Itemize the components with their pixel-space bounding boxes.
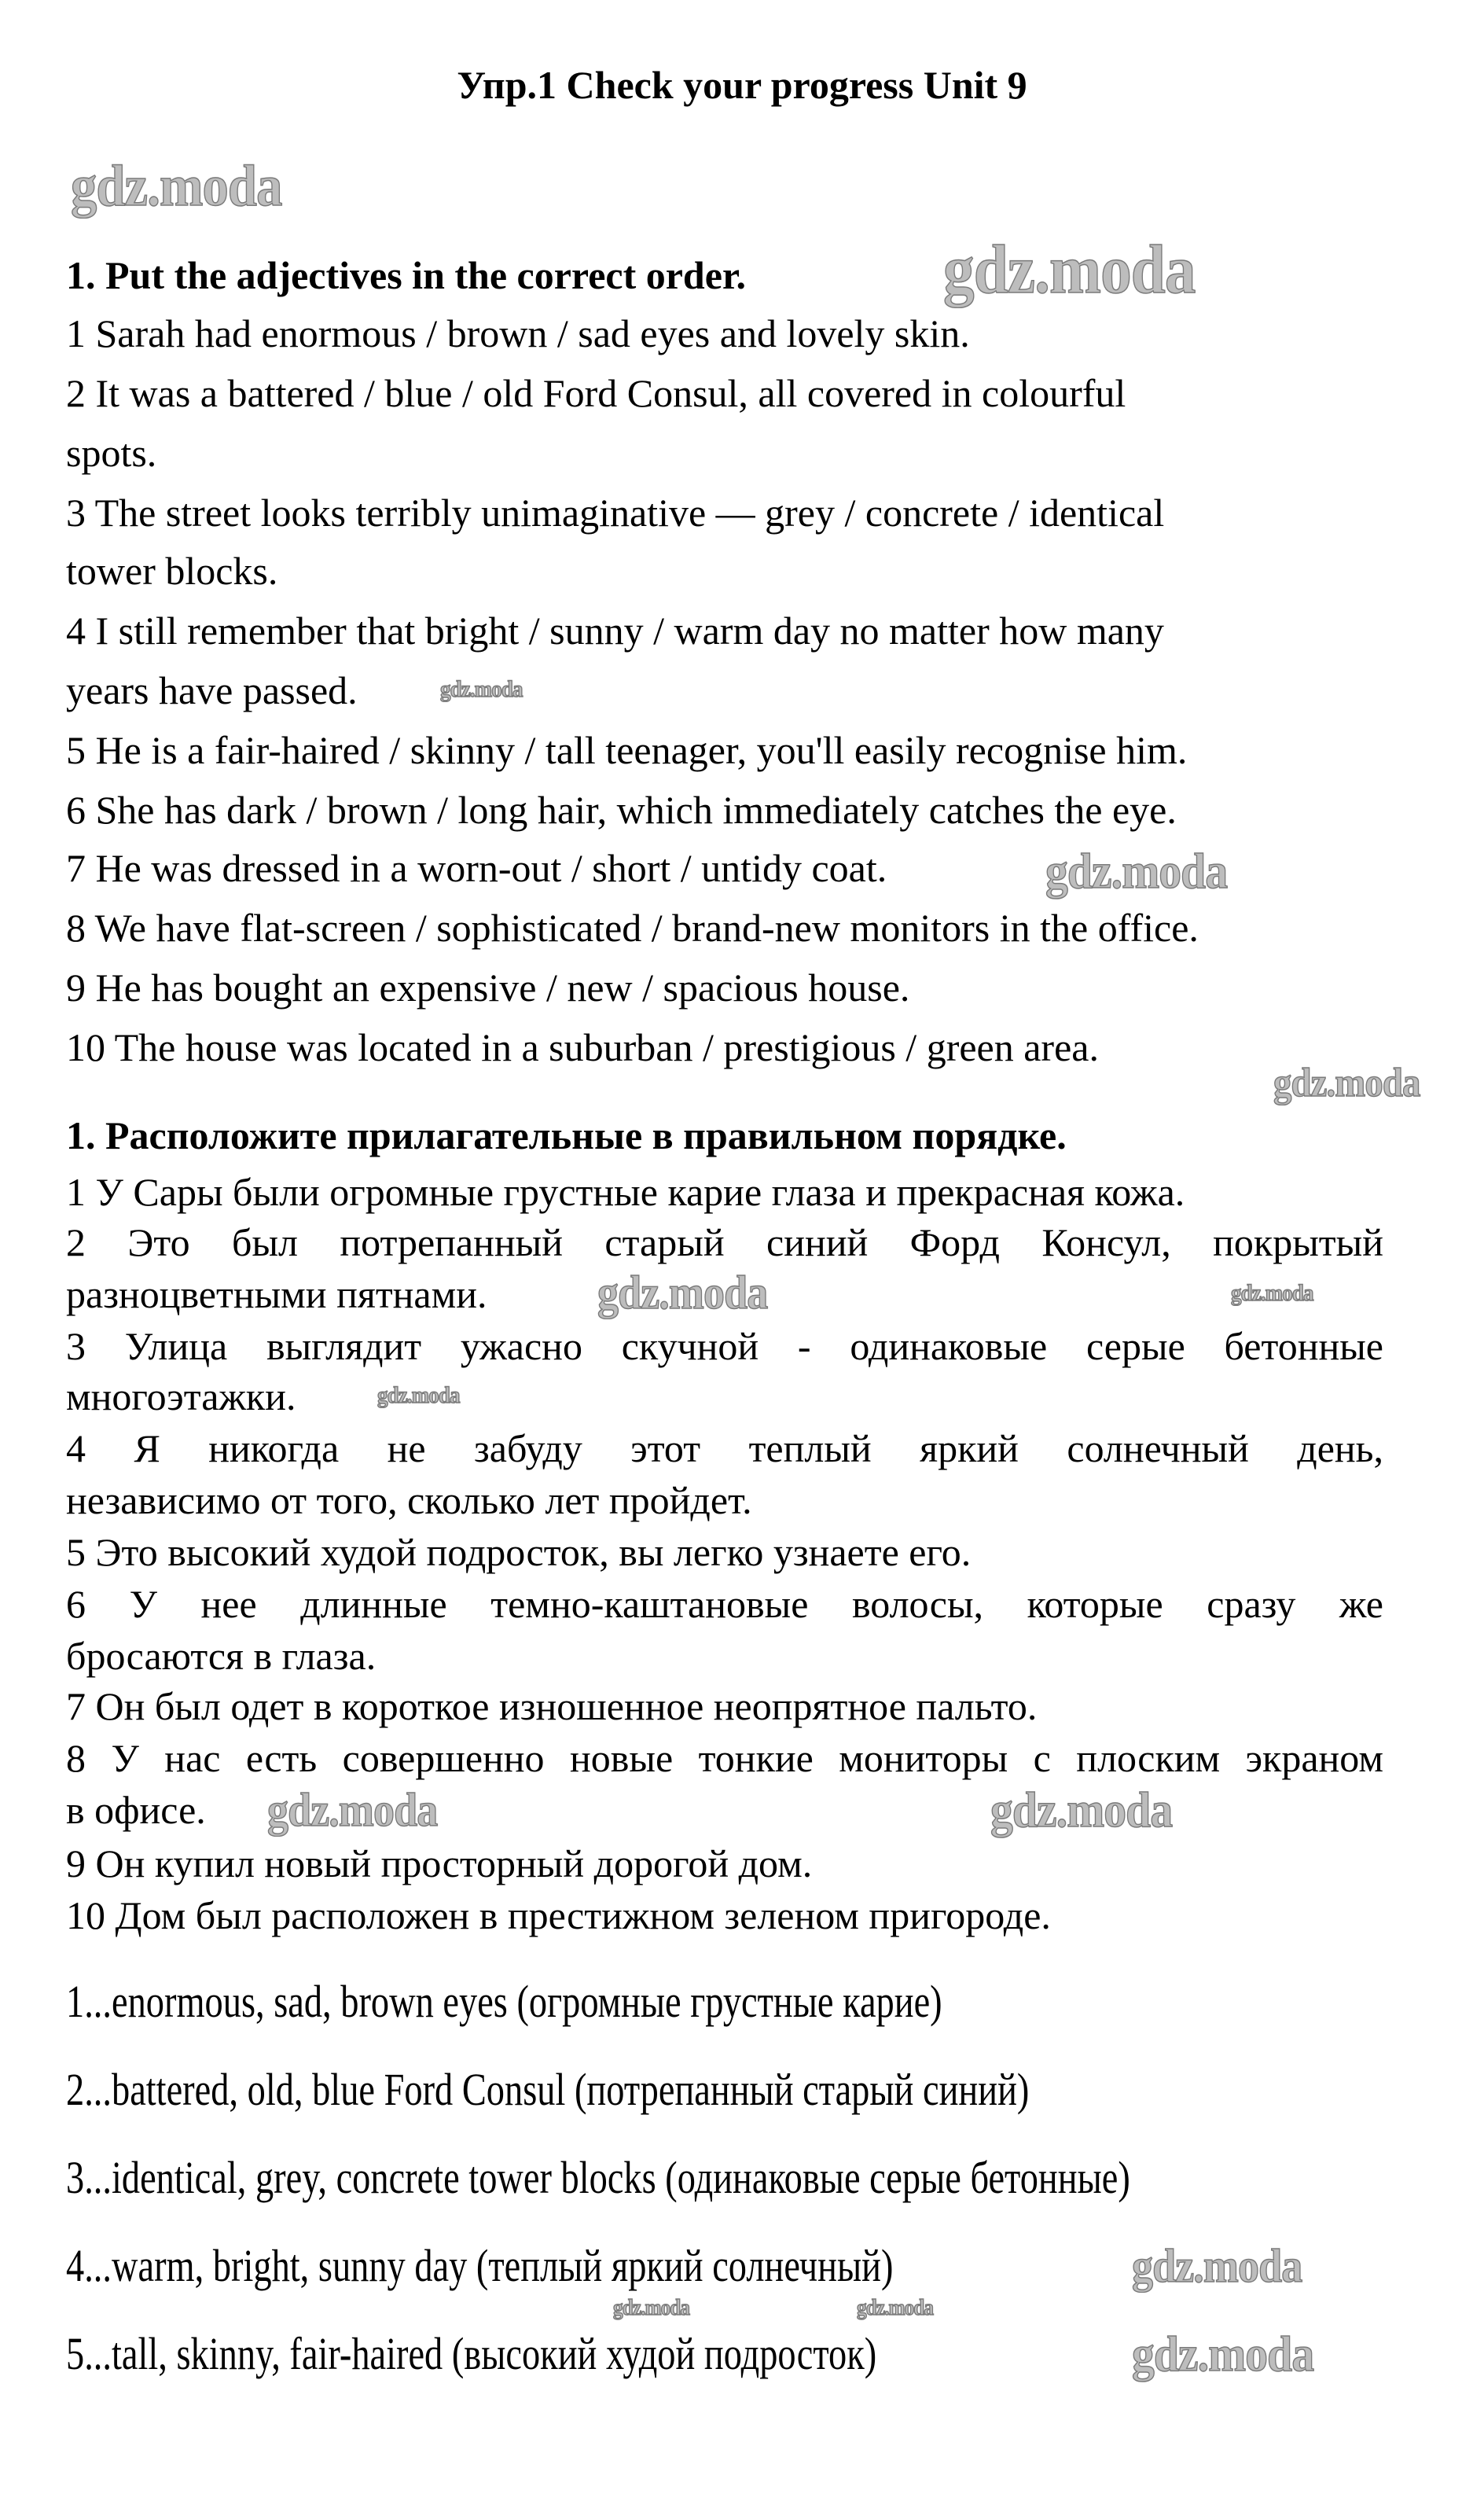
watermark: gdz.moda (943, 232, 1196, 308)
watermark: gdz.moda (377, 1382, 460, 1408)
english-line: 6 She has dark / brown / long hair, which immediately catches the eye. (66, 788, 1177, 832)
watermark: gdz.moda (440, 676, 523, 702)
russian-line: 1 У Сары были огромные грустные карие глаза и прекрасная кожа. (66, 1170, 1185, 1214)
english-line: spots. (66, 431, 157, 475)
russian-line: в офисе. (66, 1788, 206, 1832)
russian-line: 2 Это был потрепанный старый синий Форд Консул, покрытый (66, 1220, 1383, 1264)
english-line: 5 He is a fair-haired / skinny / tall teenager, you'll easily recognise him. (66, 728, 1188, 772)
russian-line: 10 Дом был расположен в престижном зеленом пригороде. (66, 1893, 1051, 1937)
english-line: 3 The street looks terribly unimaginative — grey / concrete / identical (66, 491, 1165, 535)
russian-heading: 1. Расположите прилагательные в правильном порядке. (66, 1113, 1067, 1157)
russian-line: независимо от того, сколько лет пройдет. (66, 1478, 752, 1522)
answer-line: 2...battered, old, blue Ford Consul (потрепанный старый синий) (66, 2064, 1030, 2115)
russian-line: 8 У нас есть совершенно новые тонкие мониторы с плоским экраном (66, 1736, 1383, 1780)
answer-line: 3...identical, grey, concrete tower blocks (одинаковые серые бетонные) (66, 2152, 1130, 2203)
watermark: gdz.moda (1132, 2240, 1302, 2292)
answer-line: 4...warm, bright, sunny day (теплый яркий солнечный) (66, 2240, 894, 2291)
russian-line: разноцветными пятнами. (66, 1272, 487, 1316)
russian-line: 6 У нее длинные темно-каштановые волосы, которые сразу же (66, 1582, 1383, 1626)
answer-line: 1...enormous, sad, brown eyes (огромные грустные карие) (66, 1976, 942, 2027)
english-line: 4 I still remember that bright / sunny / warm day no matter how many (66, 609, 1164, 653)
russian-line: многоэтажки. (66, 1374, 296, 1418)
russian-line: 9 Он купил новый просторный дорогой дом. (66, 1841, 813, 1885)
english-line: tower blocks. (66, 549, 278, 593)
page-title: Упр.1 Check your progress Unit 9 (457, 63, 1027, 107)
answer-line: 5...tall, skinny, fair-haired (высокий худой подросток) (66, 2328, 877, 2379)
english-line: 8 We have flat-screen / sophisticated / brand-new monitors in the office. (66, 906, 1199, 950)
watermark: gdz.moda (857, 2296, 934, 2320)
watermark: gdz.moda (990, 1782, 1173, 1837)
english-line: 1 Sarah had enormous / brown / sad eyes and lovely skin. (66, 311, 970, 355)
watermark: gdz.moda (1132, 2326, 1314, 2382)
watermark: gdz.moda (1045, 843, 1228, 899)
russian-line: 3 Улица выглядит ужасно скучной - одинаковые серые бетонные (66, 1324, 1383, 1368)
russian-line: 4 Я никогда не забуду этот теплый яркий солнечный день, (66, 1426, 1383, 1470)
watermark: gdz.moda (1231, 1280, 1313, 1306)
watermark: gdz.moda (597, 1267, 768, 1319)
watermark: gdz.moda (613, 2296, 690, 2320)
english-heading: 1. Put the adjectives in the correct order. (66, 253, 747, 297)
english-line: 10 The house was located in a suburban / prestigious / green area. (66, 1025, 1099, 1069)
russian-line: 7 Он был одет в короткое изношенное неопрятное пальто. (66, 1684, 1038, 1728)
english-line: 2 It was a battered / blue / old Ford Consul, all covered in colourful (66, 371, 1126, 415)
english-line: 9 He has bought an expensive / new / spacious house. (66, 966, 910, 1010)
russian-line: бросаются в глаза. (66, 1634, 377, 1678)
watermark: gdz.moda (71, 154, 282, 219)
watermark: gdz.moda (267, 1784, 438, 1836)
english-line: 7 He was dressed in a worn-out / short / untidy coat. (66, 846, 887, 890)
english-line: years have passed. (66, 668, 358, 712)
watermark: gdz.moda (1273, 1061, 1420, 1105)
russian-line: 5 Это высокий худой подросток, вы легко узнаете его. (66, 1530, 972, 1574)
